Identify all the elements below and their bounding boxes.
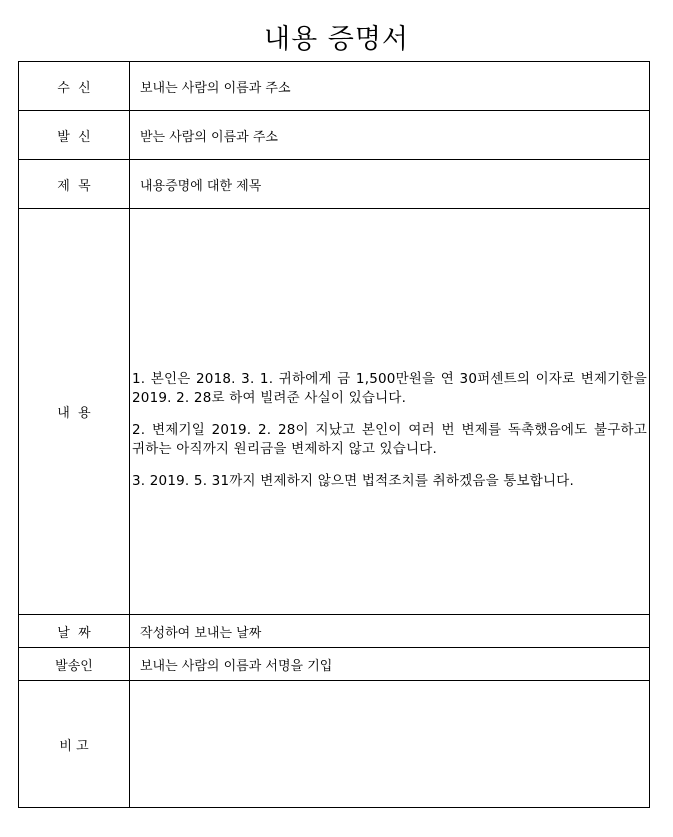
- label-remarks: 비 고: [19, 681, 130, 808]
- label-dispatcher: 발송인: [19, 648, 130, 681]
- row-remarks: [19, 681, 650, 808]
- value-subject[interactable]: 내용증명에 대한 제목: [130, 160, 650, 209]
- label-content: 내 용: [19, 209, 130, 615]
- label-subject: 제 목: [19, 160, 130, 209]
- row-content: [19, 209, 650, 615]
- content-paragraph-1: 1. 본인은 2018. 3. 1. 귀하에게 금 1,500만원을 연 30퍼센트의 이자로 변제기한을 2019. 2. 28로 하여 빌려준 사실이 있습니다.: [132, 370, 647, 406]
- value-date[interactable]: 작성하여 보내는 날짜: [130, 615, 650, 648]
- row-recipient: [19, 62, 650, 111]
- value-recipient[interactable]: 보내는 사람의 이름과 주소: [130, 62, 650, 111]
- label-sender: 발 신: [19, 111, 130, 160]
- value-sender[interactable]: 받는 사람의 이름과 주소: [130, 111, 650, 160]
- row-subject: [19, 160, 650, 209]
- row-date: [19, 615, 650, 648]
- label-date: 날 짜: [19, 615, 130, 648]
- value-dispatcher[interactable]: 보내는 사람의 이름과 서명을 기입: [130, 648, 650, 681]
- content-paragraph-2: 2. 변제기일 2019. 2. 28이 지났고 본인이 여러 번 변제를 독촉했음에도 불구하고 귀하는 아직까지 원리금을 변제하지 않고 있습니다.: [132, 421, 647, 457]
- row-sender: [19, 111, 650, 160]
- label-recipient: 수 신: [19, 62, 130, 111]
- value-remarks[interactable]: [130, 681, 650, 808]
- value-content[interactable]: [130, 209, 650, 615]
- row-dispatcher: [19, 648, 650, 681]
- certification-form-table: [18, 61, 650, 808]
- document-title: 내용 증명서: [264, 24, 409, 55]
- content-paragraph-3: 3. 2019. 5. 31까지 변제하지 않으면 법적조치를 취하겠음을 통보합니다.: [132, 472, 574, 489]
